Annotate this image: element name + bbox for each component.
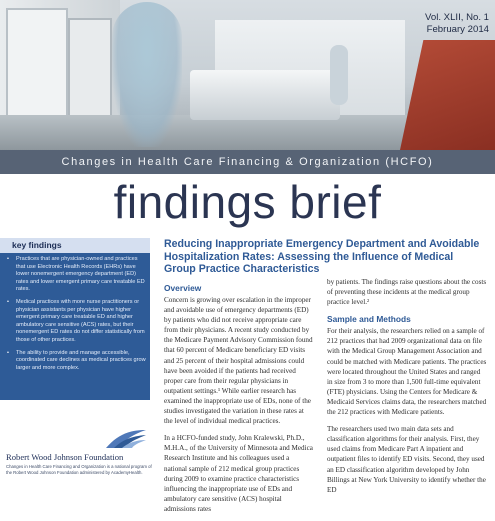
photo-railing: [400, 40, 495, 150]
methods-heading: Sample and Methods: [327, 314, 411, 325]
key-finding-item: • The ability to provide and manage accessible, coordinated care declines as medical practices grow larger and more complex.: [6, 350, 146, 373]
issue-volume: Vol. XLII, No. 1: [425, 12, 489, 23]
key-findings-heading: key findings: [0, 238, 150, 253]
photo-blurred-figure: [112, 2, 182, 147]
key-finding-item: • Practices that are physician-owned and practices that use Electronic Health Records (EHRs) have lower nonemergent emergency department (ED) rates and lower emergent primary care treatable ED rates.: [6, 256, 146, 294]
overview-heading: Overview: [164, 283, 202, 293]
page-title: findings brief: [113, 176, 382, 228]
funder-note: Changes in Health Care Financing and Organization is a national program of the Robert Wood Johnson Foundation administered by AcademyHealth.: [6, 464, 152, 475]
article-headline: Reducing Inappropriate Emergency Department and Avoidable Hospitalization Rates: Assessing the Influence of Medical Group Practice Characteristics: [164, 238, 480, 276]
key-finding-item: • Medical practices with more nurse practitioners or physician assistants per physician have higher emergent primary care treatable ED and higher ambulatory care sensitive (ACS) rates, but their nonemergent ED rates do not differ statistically from those of other practices.: [6, 299, 146, 345]
overview-paragraph: Concern is growing over escalation in the improper and avoidable use of emergency departments (ED) by patients who did not receive appropriate care from their physicians. A recent study conducted by the Medicare Payment Advisory Commission found that 60 percent of Medicare beneficiary ED visits and 25 percent of their hospital admissions could have been avoided if the patients had received proper care from their regular physicians in outpatient settings.¹ While earlier research has examined the inappropriate use of EDs, none of the studies investigated the variation in these rates at the level of individual medical practices.: [164, 296, 313, 426]
program-banner-text: Changes in Health Care Financing & Organization (HCFO): [61, 156, 434, 168]
key-findings-list: [6, 256, 146, 377]
issue-info: [425, 12, 489, 36]
continued-paragraph: by patients. The findings raise questions about the costs of preventing these incidents at the medical group practice level.²: [327, 278, 487, 307]
article-column-1: [164, 283, 314, 521]
photo-person: [330, 45, 348, 105]
funder-name: Robert Wood Johnson Foundation: [6, 452, 124, 462]
methods-paragraph: For their analysis, the researchers relied on a sample of 212 practices that had 2009 organizational data on file with the Medical Group Management Association and could be matched with Medicare patients. The practices were located throughout the United States and ranged in size from 3 to more than 1,500 full-time equivalent (FTE) physicians. Using the Centers for Medicare & Medicaid Services claims data, the researchers matched the 212 practices with Medicare patients.: [327, 327, 487, 417]
rwjf-logo-icon: [104, 428, 148, 450]
overview-paragraph: In a HCFO-funded study, John Kralewski, Ph.D., M.H.A., of the University of Minnesota and Medica Research Institute and his colleagues used a national sample of 212 medical group practices during 2009 to examine practice characteristics influencing the inappropriate use of EDs and ambulatory care sensitive (ACS) hospital admissions rates: [164, 434, 313, 513]
article-column-2: [327, 277, 487, 502]
issue-date: February 2014: [426, 24, 489, 35]
photo-gurney: [190, 70, 340, 120]
cover-photo: [0, 0, 495, 150]
methods-paragraph: The researchers used two main data sets and classification algorithms for their analysis. First, they used claims from Medicare Part A inpatient and outpatient files to identify ED visits. Second, they used an ED classification algorithm developed by John Billings at New York University to identify whether the ED: [327, 425, 486, 494]
